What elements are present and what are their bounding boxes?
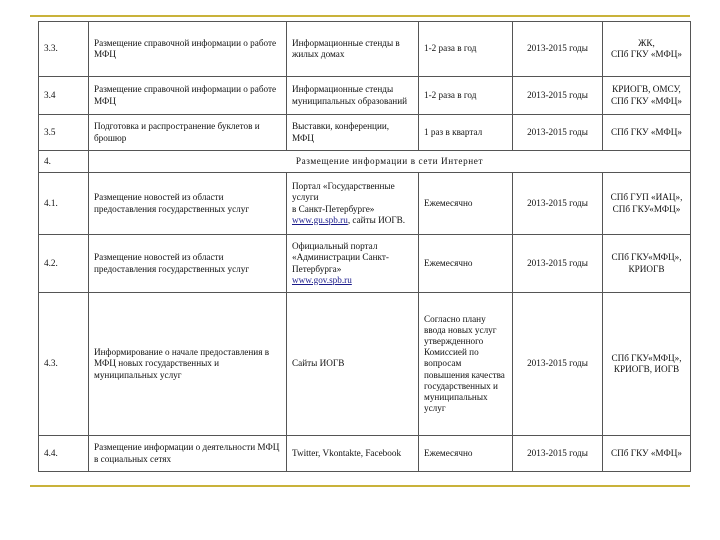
frequency-cell: Ежемесячно [419, 436, 513, 472]
action-cell: Подготовка и распространение буклетов и брошюр [89, 115, 287, 151]
frequency-cell: 1 раз в квартал [419, 115, 513, 151]
place-cell: Сайты ИОГВ [287, 293, 419, 436]
row-number: 3.3. [39, 22, 89, 77]
frequency-cell: Ежемесячно [419, 173, 513, 235]
period-cell: 2013-2015 годы [513, 115, 603, 151]
table-row [39, 235, 691, 293]
action-cell: Информирование о начале предоставления в МФЦ новых государственных и муниципальных услуг [89, 293, 287, 436]
responsible-cell: СПб ГКУ «МФЦ» [603, 436, 691, 472]
row-number: 4.4. [39, 436, 89, 472]
responsible-cell: СПб ГКУ «МФЦ» [603, 115, 691, 151]
frequency-cell: Согласно плану ввода новых услуг утвержденного Комиссией по вопросам повышения качества государственных и муниципальных услуг [419, 293, 513, 436]
responsible-cell: ЖК, СПб ГКУ «МФЦ» [603, 22, 691, 77]
portal-link[interactable]: www.gov.spb.ru [292, 274, 352, 285]
period-cell: 2013-2015 годы [513, 173, 603, 235]
row-number: 3.5 [39, 115, 89, 151]
table-row [39, 115, 691, 151]
place-cell: Информационные стенды в жилых домах [287, 22, 419, 77]
section-row [39, 151, 691, 173]
action-cell: Размещение новостей из области предоставления государственных услуг [89, 235, 287, 293]
row-number: 4.1. [39, 173, 89, 235]
frequency-cell: 1-2 раза в год [419, 22, 513, 77]
table-row [39, 22, 691, 77]
action-cell: Размещение информации о деятельности МФЦ в социальных сетях [89, 436, 287, 472]
period-cell: 2013-2015 годы [513, 77, 603, 115]
place-tail: , сайты ИОГВ. [347, 214, 406, 225]
action-cell: Размещение справочной информации о работе МФЦ [89, 77, 287, 115]
row-number: 4.2. [39, 235, 89, 293]
action-cell: Размещение новостей из области предоставления государственных услуг [89, 173, 287, 235]
portal-link[interactable]: www.gu.spb.ru [292, 214, 348, 225]
row-number: 4.3. [39, 293, 89, 436]
frequency-cell: Ежемесячно [419, 235, 513, 293]
responsible-cell: СПб ГКУ«МФЦ», КРИОГВ [603, 235, 691, 293]
action-cell: Размещение справочной информации о работе МФЦ [89, 22, 287, 77]
section-number: 4. [39, 151, 89, 173]
frequency-cell: 1-2 раза в год [419, 77, 513, 115]
place-cell [287, 173, 419, 235]
table-row [39, 436, 691, 472]
period-cell: 2013-2015 годы [513, 436, 603, 472]
period-cell: 2013-2015 годы [513, 293, 603, 436]
responsible-cell: СПб ГКУ«МФЦ», КРИОГВ, ИОГВ [603, 293, 691, 436]
place-cell [287, 235, 419, 293]
table-row [39, 173, 691, 235]
plan-table [38, 21, 691, 472]
place-cell: Twitter, Vkontakte, Facebook [287, 436, 419, 472]
period-cell: 2013-2015 годы [513, 235, 603, 293]
responsible-cell: СПб ГУП «ИАЦ», СПб ГКУ«МФЦ» [603, 173, 691, 235]
place-text: Портал «Государственные услуги в Санкт-Петербурге» [292, 181, 395, 214]
table-row [39, 77, 691, 115]
place-text: Официальный портал «Администрации Санкт-Петербурга» [292, 241, 389, 274]
place-cell: Информационные стенды муниципальных образований [287, 77, 419, 115]
section-title: Размещение информации в сети Интернет [89, 151, 691, 173]
responsible-cell: КРИОГВ, ОМСУ, СПб ГКУ «МФЦ» [603, 77, 691, 115]
row-number: 3.4 [39, 77, 89, 115]
place-cell: Выставки, конференции, МФЦ [287, 115, 419, 151]
period-cell: 2013-2015 годы [513, 22, 603, 77]
accent-line-top [30, 15, 690, 17]
accent-line-bottom [30, 485, 690, 487]
table-row [39, 293, 691, 436]
